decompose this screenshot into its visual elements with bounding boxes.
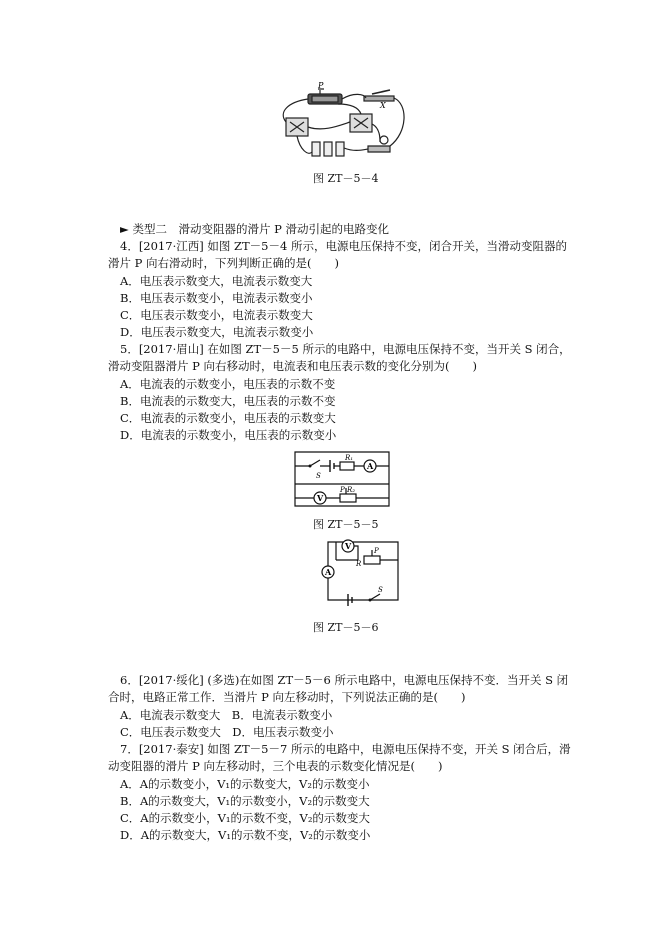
q4-stem-line-2: 滑片 P 向右滑动时，下列判断正确的是( ): [108, 256, 340, 270]
q4-option-b: B．电压表示数变小，电流表示数变小: [120, 291, 313, 305]
q7-option-d: D．A的示数变大，V₁的示数不变，V₂的示数变小: [120, 828, 371, 842]
q7-stem-line-1: 7．[2017·泰安] 如图 ZT－5－7 所示的电路中，电源电压保持不变，开关 S 闭合后，滑: [120, 742, 571, 756]
q6-options-ab: A．电流表示数变大 B．电流表示数变小: [120, 708, 333, 722]
q5-option-c: C．电流表的示数变小，电压表的示数变大: [120, 411, 336, 425]
figure-zt-5-5: [290, 448, 394, 512]
fig5-label-r1: R₁: [345, 454, 354, 462]
q7-stem-line-2: 动变阻器的滑片 P 向左移动时，三个电表的示数变化情况是( ): [108, 759, 443, 773]
q5-option-a: A．电流表的示数变小，电压表的示数不变: [120, 377, 336, 391]
fig6-label-p: P: [374, 547, 379, 555]
q4-option-a: A．电压表示数变大，电流表示数变大: [120, 274, 313, 288]
figure-caption-zt-5-5: 图 ZT－5－5: [313, 518, 379, 531]
q7-option-a: A．A的示数变小，V₁的示数变大，V₂的示数变小: [120, 777, 370, 791]
fig5-label-r2: R₂: [347, 486, 356, 494]
q5-option-b: B．电流表的示数变大，电压表的示数不变: [120, 394, 336, 408]
q4-option-d: D．电压表示数变大，电流表示数变小: [120, 325, 314, 339]
fig5-voltmeter-label: V: [317, 493, 324, 503]
fig5-ammeter-label: A: [367, 461, 374, 471]
fig6-label-s: S: [378, 586, 383, 594]
figure-caption-zt-5-4: 图 ZT－5－4: [313, 172, 379, 185]
fig5-label-p: P: [340, 486, 345, 494]
section-heading-type-2: ► 类型二 滑动变阻器的滑片 P 滑动引起的电路变化: [120, 222, 390, 236]
fig6-switch-node: [369, 599, 372, 602]
q7-option-c: C．A的示数变小，V₁的示数不变，V₂的示数变大: [120, 811, 370, 825]
figure-caption-zt-5-6: 图 ZT－5－6: [313, 621, 379, 634]
fig4-label-p: P: [318, 82, 324, 90]
fig5-switch-node: [309, 465, 312, 468]
q6-stem-line-1: 6．[2017·绥化] (多选)在如图 ZT－5－6 所示电路中，电源电压保持不变．当开关 S 闭: [120, 673, 569, 687]
q4-stem-line-1: 4．[2017·江西] 如图 ZT－5－4 所示，电源电压保持不变，闭合开关，当滑动变阻器的: [120, 239, 567, 253]
q6-options-cd: C．电压表示数变大 D．电压表示数变小: [120, 725, 334, 739]
fig5-label-s: S: [316, 472, 321, 480]
fig4-label-x: X: [380, 101, 386, 110]
figure-zt-5-4: [268, 82, 418, 162]
q4-option-c: C．电压表示数变小，电流表示数变大: [120, 308, 313, 322]
fig6-ammeter-label: A: [325, 567, 332, 577]
fig6-voltmeter-label: V: [345, 541, 352, 551]
q5-option-d: D．电流表的示数变小，电压表的示数变小: [120, 428, 337, 442]
q5-stem-line-2: 滑动变阻器滑片 P 向右移动时，电流表和电压表示数的变化分别为( ): [108, 359, 478, 373]
q5-stem-line-1: 5．[2017·眉山] 在如图 ZT－5－5 所示的电路中，电源电压保持不变，当开关 S 闭合，: [120, 342, 571, 356]
figure-zt-5-6: [318, 536, 404, 606]
fig6-label-r: R: [356, 560, 362, 568]
q7-option-b: B．A的示数变大，V₁的示数变小，V₂的示数变大: [120, 794, 370, 808]
q6-stem-line-2: 合时，电路正常工作．当滑片 P 向左移动时，下列说法正确的是( ): [108, 690, 466, 704]
